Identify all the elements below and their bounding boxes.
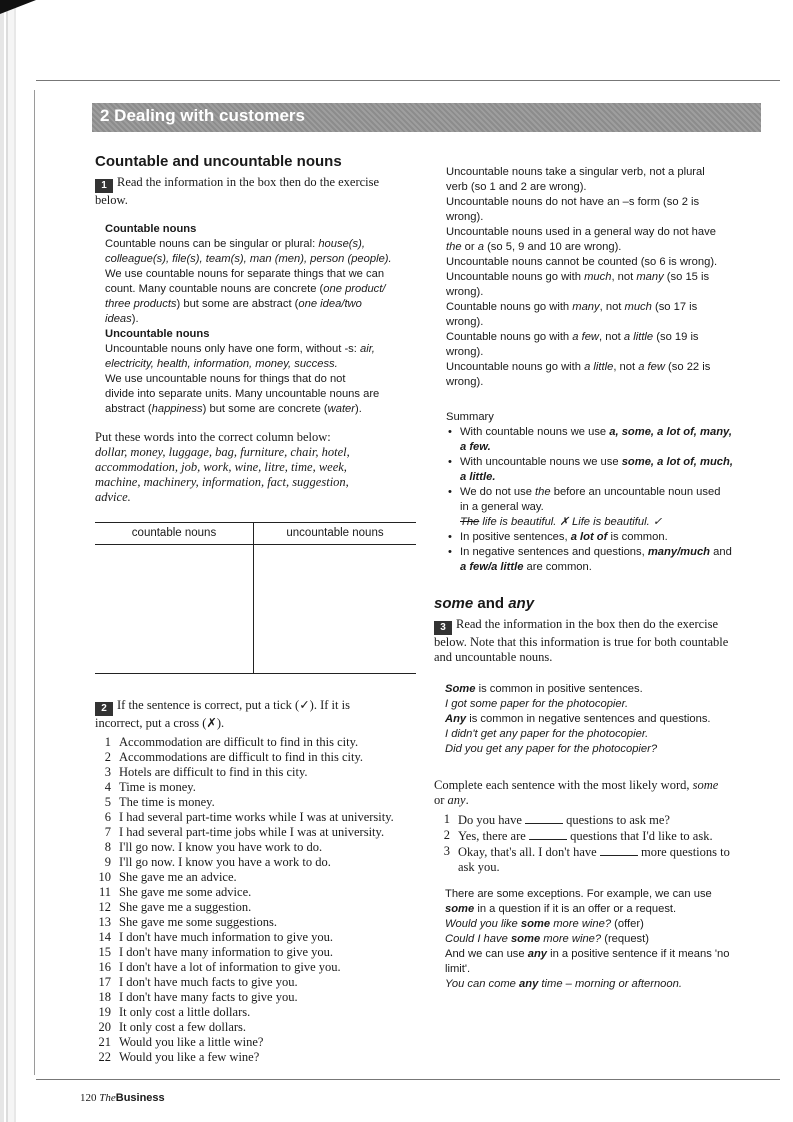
put-words-block [95, 430, 415, 505]
word-list-line: machine, machinery, information, fact, suggestion, [95, 475, 349, 489]
uncountable-box-title: Uncountable nouns [105, 328, 210, 340]
list-item [95, 930, 425, 945]
unit-banner-title: 2 Dealing with customers [100, 106, 305, 125]
answer-note-line: the or a (so 5, 9 and 10 are wrong). [446, 241, 622, 253]
exceptions-line: You can come any time – morning or afternoon. [445, 978, 682, 990]
list-item-text: It only cost a few dollars. [119, 1020, 247, 1034]
list-item-text: Time is money. [119, 780, 196, 794]
exercise-3-number: 3 [434, 621, 452, 635]
list-item [95, 915, 425, 930]
list-item-text: She gave me an advice. [119, 870, 237, 884]
countable-answer-cell[interactable] [95, 545, 253, 673]
countable-box-title: Countable nouns [105, 223, 197, 235]
list-item [95, 900, 425, 915]
summary-box [446, 410, 766, 575]
list-item-text: She gave me some advice. [119, 885, 252, 899]
list-item [95, 1050, 425, 1065]
answer-note-line: wrong). [446, 316, 484, 328]
book-title-name: Business [115, 1092, 165, 1104]
page-number: 120 [80, 1092, 97, 1104]
list-item [95, 750, 425, 765]
answer-note-line: Uncountable nouns used in a general way do not have [446, 226, 716, 238]
list-item [95, 795, 425, 810]
list-item-number: 19 [98, 1005, 111, 1019]
some-any-box-line: I got some paper for the photocopier. [445, 698, 629, 710]
list-item-text: I don't have much information to give you. [119, 930, 334, 944]
answer-blank[interactable] [529, 828, 567, 840]
list-item-number: 22 [98, 1050, 111, 1064]
list-item-number: 18 [98, 990, 111, 1004]
answer-blank[interactable] [525, 812, 563, 824]
exercise-2-number: 2 [95, 702, 113, 716]
some-any-box-line: I didn't get any paper for the photocopier. [445, 728, 649, 740]
list-item-number: 13 [98, 915, 111, 929]
table-header-countable: countable nouns [131, 527, 217, 539]
unit-banner [92, 103, 761, 132]
list-item-text: I'll go now. I know you have a work to do. [119, 855, 331, 869]
list-item [95, 960, 425, 975]
list-item-text: I don't have many facts to give you. [119, 990, 298, 1004]
exercise-3-text: and uncountable nouns. [434, 650, 553, 664]
countable-box-line: colleague(s), file(s), team(s), man (men), person (people). [105, 253, 392, 265]
list-item-number: 2 [104, 750, 111, 764]
summary-bullet: • In negative sentences and questions, many/much and a few/a little are common. [446, 545, 766, 575]
list-item: 2 Yes, there are questions that I'd like to ask. [443, 828, 713, 843]
exceptions-line: some in a question if it is an offer or a request. [445, 903, 677, 915]
list-item-number: 9 [104, 855, 111, 869]
countable-box-line: Countable nouns can be singular or plural: house(s), [105, 238, 365, 250]
list-item-number: 3 [104, 765, 111, 779]
word-list-line: advice. [95, 490, 131, 504]
list-item [95, 855, 425, 870]
top-rule [36, 80, 780, 81]
answer-note-line: wrong). [446, 376, 484, 388]
countable-box-line: ideas). [105, 313, 139, 325]
exercise-2-text: If the sentence is correct, put a tick (✓). If it is [117, 698, 350, 712]
exceptions-line: There are some exceptions. For example, we can use [445, 888, 712, 900]
exceptions-line: Would you like some more wine? (offer) [445, 918, 644, 930]
answer-note-line: Countable nouns go with a few, not a little (so 19 is [446, 331, 699, 343]
exercise-3-instruction [434, 617, 764, 665]
uncountable-box-line: Uncountable nouns only have one form, without -s: air, [105, 343, 375, 355]
summary-bullet: • In positive sentences, a lot of is common. [446, 530, 766, 545]
list-item [95, 840, 425, 855]
countable-box-line: count. Many countable nouns are concrete (one product/ [105, 283, 386, 295]
list-item [95, 780, 425, 795]
list-item-number: 21 [98, 1035, 111, 1049]
list-item [95, 1005, 425, 1020]
exercise-3-text: Read the information in the box then do the exercise [456, 617, 719, 631]
list-item-number: 11 [98, 885, 111, 899]
list-item [95, 945, 425, 960]
list-item-text: Hotels are difficult to find in this city. [119, 765, 308, 779]
some-any-box-line: Some is common in positive sentences. [445, 683, 643, 695]
list-item-text: She gave me a suggestion. [119, 900, 252, 914]
page-footer [80, 1092, 165, 1104]
list-item [95, 990, 425, 1005]
list-item-number: 16 [98, 960, 111, 974]
countable-box-line: We use countable nouns for separate things that we can [105, 268, 385, 280]
list-item: 1 Do you have questions to ask me? [443, 812, 670, 827]
list-item-number: 10 [98, 870, 111, 884]
countable-info-box [105, 222, 415, 417]
exceptions-line: limit'. [445, 963, 471, 975]
complete-instruction: Complete each sentence with the most likely word, some or any. [434, 778, 719, 807]
list-item-text: Would you like a few wine? [119, 1050, 260, 1064]
answer-note-line: wrong). [446, 346, 484, 358]
binding-line [34, 90, 35, 1075]
list-item-text: I had several part-time works while I was at university. [119, 810, 394, 824]
word-list-line: dollar, money, luggage, bag, furniture, chair, hotel, [95, 445, 350, 459]
list-item-number: 4 [104, 780, 111, 794]
summary-bullet: • With uncountable nouns we use some, a lot of, much, a little. [446, 455, 766, 485]
uncountable-box-line: divide into separate units. Many uncountable nouns are [105, 388, 380, 400]
list-item [95, 1035, 425, 1050]
book-title-the: The [99, 1092, 116, 1104]
list-item-number: 17 [98, 975, 111, 989]
page-binding-edge [0, 0, 36, 1122]
section-heading-countable: Countable and uncountable nouns [95, 153, 342, 170]
list-item [95, 765, 425, 780]
list-item [95, 885, 425, 900]
list-item-number: 14 [98, 930, 111, 944]
countable-box-line: three products) but some are abstract (one idea/two [105, 298, 362, 310]
table-header-uncountable: uncountable nouns [286, 527, 384, 539]
uncountable-box-line: We use uncountable nouns for things that do not [105, 373, 346, 385]
exercise-1-text: Read the information in the box then do the exercise below. [95, 175, 380, 207]
exercise-1-number: 1 [95, 179, 113, 193]
some-any-box-line: Did you get any paper for the photocopier? [445, 743, 658, 755]
exercise-2-text: incorrect, put a cross (✗). [95, 716, 225, 730]
list-item-text: The time is money. [119, 795, 215, 809]
exceptions-line: Could I have some more wine? (request) [445, 933, 649, 945]
list-item-number: 8 [104, 840, 111, 854]
noun-sort-table [95, 522, 416, 675]
list-item [95, 975, 425, 990]
uncountable-answer-cell[interactable] [254, 545, 416, 673]
answer-note-line: wrong). [446, 211, 484, 223]
answer-note-line: Uncountable nouns cannot be counted (so 6 is wrong). [446, 256, 718, 268]
section-heading-some-any: some and any [434, 595, 535, 612]
list-item-number: 7 [104, 825, 111, 839]
answer-blank[interactable] [600, 844, 638, 856]
answer-note-line: Uncountable nouns go with a little, not a few (so 22 is [446, 361, 711, 373]
list-item [95, 810, 425, 825]
list-item-number: 6 [104, 810, 111, 824]
list-item [95, 735, 425, 750]
list-item-text: It only cost a little dollars. [119, 1005, 251, 1019]
answer-note-line: Countable nouns go with many, not much (so 17 is [446, 301, 698, 313]
list-item-text: I don't have a lot of information to give you. [119, 960, 341, 974]
answer-note-line: Uncountable nouns go with much, not many (so 15 is [446, 271, 710, 283]
answer-note-line: Uncountable nouns take a singular verb, not a plural [446, 166, 705, 178]
list-item-text: I'll go now. I know you have work to do. [119, 840, 323, 854]
summary-bullet: • With countable nouns we use a, some, a lot of, many, a few. [446, 425, 766, 455]
some-any-box-line: Any is common in negative sentences and questions. [445, 713, 711, 725]
answer-note-line: Uncountable nouns do not have an –s form (so 2 is [446, 196, 700, 208]
answer-notes [446, 165, 766, 390]
bottom-rule [36, 1079, 780, 1080]
list-item-text: I don't have much facts to give you. [119, 975, 298, 989]
list-item [95, 870, 425, 885]
exercise-2-list [95, 735, 425, 1065]
exceptions-box [445, 887, 765, 992]
list-item-number: 1 [104, 735, 111, 749]
put-words-intro: Put these words into the correct column below: [95, 430, 331, 444]
exercise-3-list [434, 812, 764, 875]
list-item-text: Accommodations are difficult to find in this city. [119, 750, 364, 764]
word-list-line: accommodation, job, work, wine, litre, time, week, [95, 460, 347, 474]
exercise-1-instruction [95, 175, 415, 208]
list-item-number: 5 [104, 795, 111, 809]
list-item-number: 15 [98, 945, 111, 959]
list-item [95, 1020, 425, 1035]
list-item-text: Accommodation are difficult to find in this city. [119, 735, 359, 749]
summary-bullet: • We do not use the before an uncountable noun used in a general way. The life is beautiful. ✗ Life is beautiful. ✓ [446, 485, 766, 530]
list-item-text: Would you like a little wine? [119, 1035, 264, 1049]
uncountable-box-line: abstract (happiness) but some are concrete (water). [105, 403, 362, 415]
list-item-number: 20 [98, 1020, 111, 1034]
summary-title: Summary [446, 411, 494, 423]
list-item-text: I had several part-time jobs while I was at university. [119, 825, 385, 839]
list-item [95, 825, 425, 840]
exceptions-line: And we can use any in a positive sentence if it means 'no [445, 948, 730, 960]
list-item-number: 12 [98, 900, 111, 914]
uncountable-box-line: electricity, health, information, money, success. [105, 358, 338, 370]
list-item-text: I don't have many information to give you. [119, 945, 334, 959]
list-item: 3 Okay, that's all. I don't have more questions to ask you. [443, 844, 730, 874]
list-item-text: She gave me some suggestions. [119, 915, 277, 929]
answer-note-line: verb (so 1 and 2 are wrong). [446, 181, 587, 193]
some-any-info-box [445, 682, 765, 757]
exercise-2-instruction [95, 698, 415, 731]
answer-note-line: wrong). [446, 286, 484, 298]
exercise-3-text: below. Note that this information is true for both countable [434, 635, 729, 649]
page-corner-mark [0, 0, 36, 14]
